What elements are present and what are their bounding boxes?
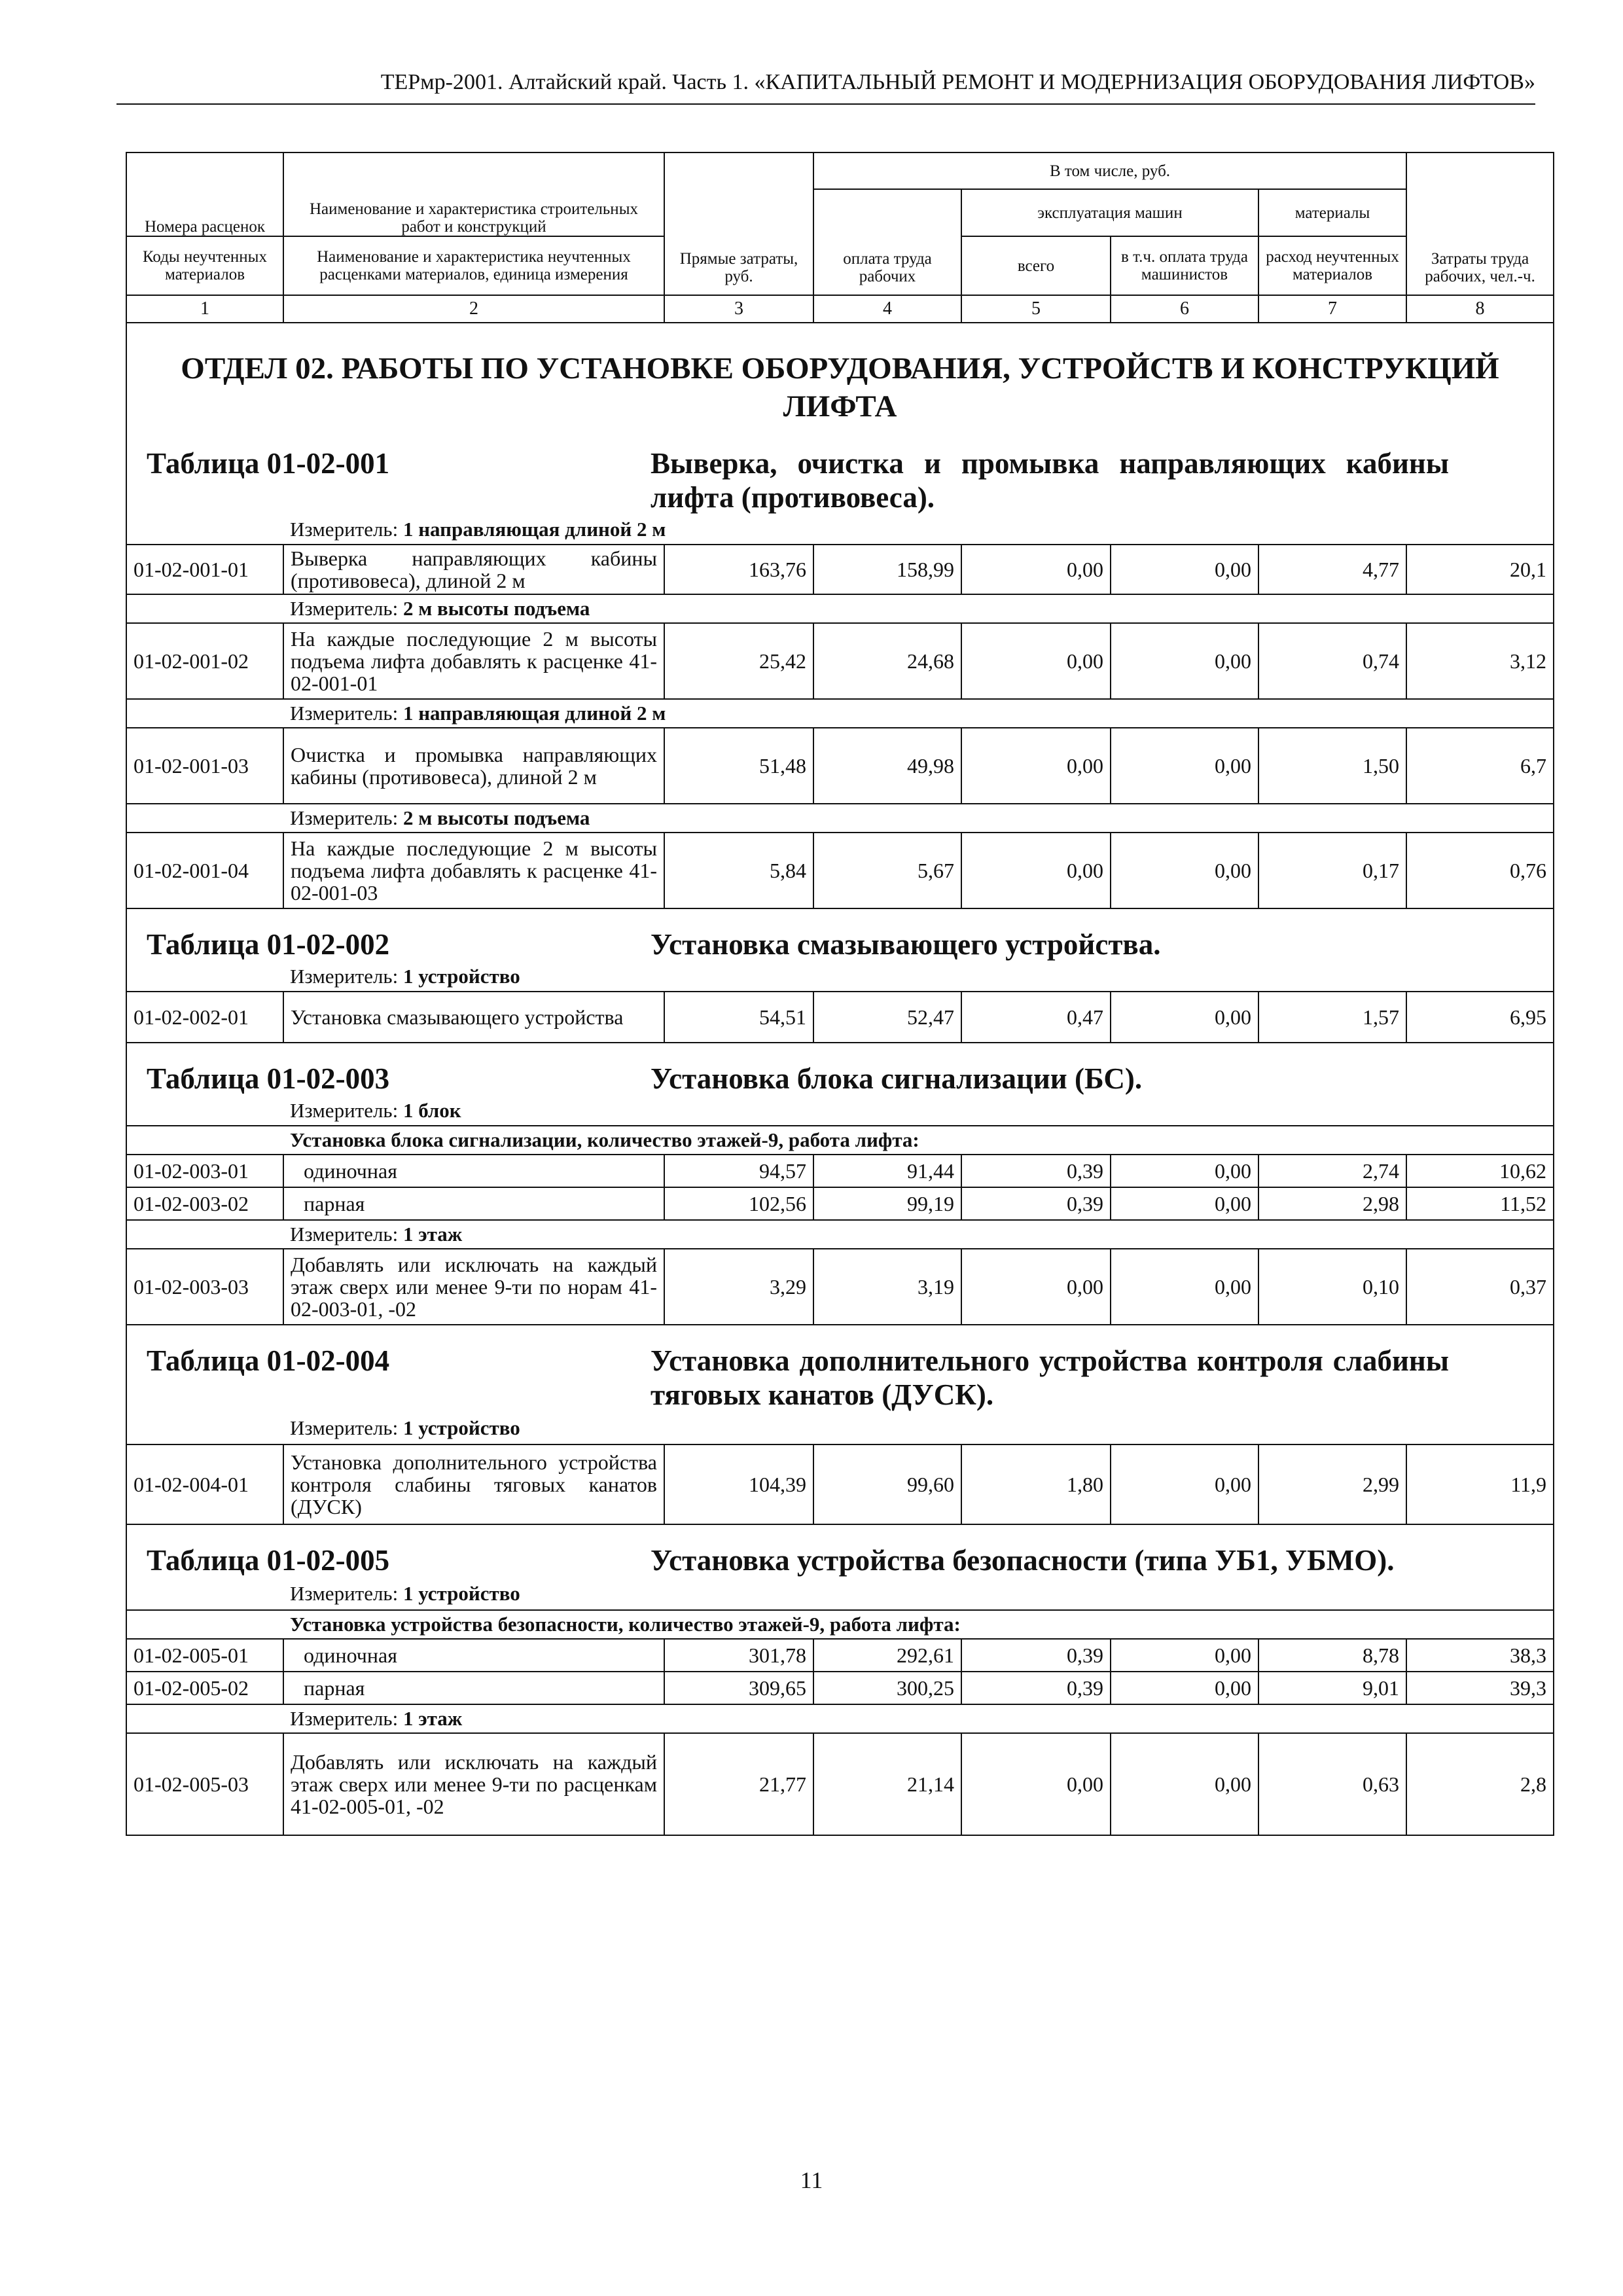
measure-prefix: Измеритель: [290,597,399,620]
subheading: Установка устройства безопасности, количество этажей-9, работа лифта: [283,1610,1554,1639]
rates-table [126,152,1554,1836]
col-number: 4 [813,295,961,323]
section-title: ОТДЕЛ 02. РАБОТЫ ПО УСТАНОВКЕ ОБОРУДОВАНИЯ, УСТРОЙСТВ И КОНСТРУКЦИЙ ЛИФТА [181,351,1499,423]
rate-code: 01-02-005-03 [126,1733,283,1835]
measure-unit: 1 направляющая длиной 2 м [402,702,666,725]
cell-machinist-pay: 0,00 [1111,1672,1258,1704]
measure-prefix: Измеритель: [290,806,399,829]
cell-materials: 1,57 [1258,992,1406,1043]
cell-direct-costs: 21,77 [664,1733,813,1835]
rate-name: На каждые последующие 2 м высоты подъема лифта добавлять к расценке 41-02-001-01 [283,623,664,699]
table-row [126,1444,1554,1524]
rate-name: Установка смазывающего устройства [283,992,664,1043]
cell-machinist-pay: 0,00 [1111,1733,1258,1835]
col-header-nomera: Номера расценок [126,152,283,236]
measure-row [126,1096,1554,1126]
cell-labor-hours: 2,8 [1406,1733,1554,1835]
rate-name: Добавлять или исключать на каждый этаж сверх или менее 9-ти по норам 41-02-003-01, -02 [283,1249,664,1325]
cell-machinist-pay: 0,00 [1111,1249,1258,1325]
col-header-pryamye: Прямые затраты, руб. [664,152,813,295]
table-heading [126,1524,1554,1577]
cell-machines-total: 0,00 [961,728,1111,804]
table-number: Таблица 01-02-001 [147,447,390,480]
cell-machinist-pay: 0,00 [1111,1155,1258,1187]
rate-name: парная [283,1187,664,1220]
cell-labor-hours: 0,76 [1406,833,1554,908]
cell-machines-total: 0,00 [961,1249,1111,1325]
cell-labor-pay: 292,61 [813,1639,961,1672]
col-header-naimen: Наименование и характеристика строительных работ и конструкций [283,152,664,236]
cell-machinist-pay: 0,00 [1111,1444,1258,1524]
cell-materials: 8,78 [1258,1639,1406,1672]
cell-materials: 4,77 [1258,545,1406,594]
rate-name: Добавлять или исключать на каждый этаж сверх или менее 9-ти по расценкам 41-02-005-01, -02 [283,1733,664,1835]
table-title: Установка дополнительного устройства контроля слабины тяговых канатов (ДУСК). [651,1344,1449,1411]
cell-machines-total: 0,00 [961,833,1111,908]
measure-unit: 1 устройство [402,1581,520,1605]
table-row [126,1639,1554,1672]
table-row [126,1249,1554,1325]
cell-machines-total: 0,47 [961,992,1111,1043]
measure-row [126,514,1554,545]
table-row [126,992,1554,1043]
rate-code: 01-02-003-01 [126,1155,283,1187]
rate-code: 01-02-001-04 [126,833,283,908]
measure-row [126,961,1554,992]
cell-materials: 0,63 [1258,1733,1406,1835]
cell-direct-costs: 25,42 [664,623,813,699]
cell-direct-costs: 94,57 [664,1155,813,1187]
table-row [126,833,1554,908]
cell-direct-costs: 309,65 [664,1672,813,1704]
cell-direct-costs: 54,51 [664,992,813,1043]
measure-unit: 1 этаж [402,1707,463,1730]
cell-machinist-pay: 0,00 [1111,1187,1258,1220]
cell-machines-total: 0,00 [961,1733,1111,1835]
rate-name: парная [283,1672,664,1704]
subheading: Установка блока сигнализации, количество этажей-9, работа лифта: [283,1126,1554,1155]
rate-name: одиночная [283,1639,664,1672]
table-heading [126,1325,1554,1412]
table-title: Установка блока сигнализации (БС). [651,1062,1143,1095]
rate-name: Установка дополнительного устройства контроля слабины тяговых канатов (ДУСК) [283,1444,664,1524]
measure-unit: 1 этаж [402,1223,463,1246]
cell-labor-pay: 21,14 [813,1733,961,1835]
cell-machinist-pay: 0,00 [1111,833,1258,908]
cell-direct-costs: 301,78 [664,1639,813,1672]
table-row [126,623,1554,699]
measure-row [126,1412,1554,1444]
col-number: 1 [126,295,283,323]
subheading-row [126,1126,1554,1155]
col-header-zatraty: Затраты труда рабочих, чел.-ч. [1406,152,1554,295]
cell-labor-pay: 24,68 [813,623,961,699]
subheading-row [126,1610,1554,1639]
cell-labor-hours: 0,37 [1406,1249,1554,1325]
cell-direct-costs: 163,76 [664,545,813,594]
measure-unit: 2 м высоты подъема [402,597,590,620]
cell-materials: 2,99 [1258,1444,1406,1524]
rate-name: Очистка и промывка направляющих кабины (противовеса), длиной 2 м [283,728,664,804]
measure-unit: 1 блок [402,1098,461,1122]
cell-machines-total: 0,00 [961,623,1111,699]
header-numbers-row [126,295,1554,323]
cell-machines-total: 0,39 [961,1155,1111,1187]
rate-code: 01-02-002-01 [126,992,283,1043]
cell-labor-pay: 158,99 [813,545,961,594]
table-row [126,1187,1554,1220]
col-number: 7 [1258,295,1406,323]
header-rule [116,103,1535,105]
measure-unit: 1 устройство [402,964,520,988]
table-heading [126,908,1554,961]
cell-labor-hours: 38,3 [1406,1639,1554,1672]
table-title: Установка устройства безопасности (типа УБ1, УБМО). [651,1544,1395,1577]
cell-direct-costs: 5,84 [664,833,813,908]
page-number: 11 [800,2167,823,2193]
cell-labor-hours: 39,3 [1406,1672,1554,1704]
col-header-rashod: расход неучтенных материалов [1258,236,1406,295]
measure-row [126,594,1554,623]
cell-labor-hours: 11,52 [1406,1187,1554,1220]
rate-code: 01-02-001-01 [126,545,283,594]
col-number: 8 [1406,295,1554,323]
measure-prefix: Измеритель: [290,964,399,988]
cell-labor-pay: 300,25 [813,1672,961,1704]
cell-materials: 0,17 [1258,833,1406,908]
rate-code: 01-02-001-02 [126,623,283,699]
section-row [126,323,1554,440]
table-number: Таблица 01-02-005 [147,1544,390,1577]
cell-materials: 1,50 [1258,728,1406,804]
cell-labor-pay: 3,19 [813,1249,961,1325]
cell-machines-total: 1,80 [961,1444,1111,1524]
cell-direct-costs: 102,56 [664,1187,813,1220]
cell-materials: 0,74 [1258,623,1406,699]
cell-direct-costs: 104,39 [664,1444,813,1524]
col-number: 2 [283,295,664,323]
table-number: Таблица 01-02-003 [147,1062,390,1095]
col-header-vtch: в т.ч. оплата труда машинистов [1111,236,1258,295]
table-row [126,728,1554,804]
cell-materials: 9,01 [1258,1672,1406,1704]
cell-labor-pay: 52,47 [813,992,961,1043]
table-heading [126,440,1554,514]
measure-prefix: Измеритель: [290,1707,399,1730]
table-heading [126,1043,1554,1096]
measure-row [126,1704,1554,1733]
table-number: Таблица 01-02-002 [147,928,390,961]
col-number: 6 [1111,295,1258,323]
rate-name: На каждые последующие 2 м высоты подъема лифта добавлять к расценке 41-02-001-03 [283,833,664,908]
measure-prefix: Измеритель: [290,702,399,725]
measure-row [126,1577,1554,1610]
col-number: 3 [664,295,813,323]
running-head: ТЕРмр-2001. Алтайский край. Часть 1. «КАПИТАЛЬНЫЙ РЕМОНТ И МОДЕРНИЗАЦИЯ ОБОРУДОВАНИЯ ЛИФТОВ» [380,70,1535,94]
measure-prefix: Измеритель: [290,1223,399,1246]
measure-prefix: Измеритель: [290,1581,399,1605]
cell-materials: 0,10 [1258,1249,1406,1325]
rate-code: 01-02-003-02 [126,1187,283,1220]
header-row-1 [126,152,1554,189]
rate-name: Выверка направляющих кабины (противовеса), длиной 2 м [283,545,664,594]
cell-machines-total: 0,39 [961,1672,1111,1704]
col-header-materialy: материалы [1258,189,1406,236]
cell-machines-total: 0,39 [961,1639,1111,1672]
cell-labor-pay: 49,98 [813,728,961,804]
col-header-naimen2: Наименование и характеристика неучтенных расценками материалов, единица измерения [283,236,664,295]
rate-code: 01-02-003-03 [126,1249,283,1325]
rate-code: 01-02-004-01 [126,1444,283,1524]
table-title: Установка смазывающего устройства. [651,928,1161,961]
cell-labor-hours: 6,95 [1406,992,1554,1043]
cell-machinist-pay: 0,00 [1111,545,1258,594]
cell-machinist-pay: 0,00 [1111,623,1258,699]
cell-labor-hours: 11,9 [1406,1444,1554,1524]
cell-labor-pay: 5,67 [813,833,961,908]
rate-code: 01-02-001-03 [126,728,283,804]
col-number: 5 [961,295,1111,323]
measure-prefix: Измеритель: [290,1098,399,1122]
measure-row [126,1220,1554,1249]
cell-labor-pay: 91,44 [813,1155,961,1187]
col-header-v-tom-chisle: В том числе, руб. [813,152,1406,189]
table-title: Выверка, очистка и промывка направляющих кабины лифта (противовеса). [651,447,1449,514]
measure-prefix: Измеритель: [290,517,399,541]
measure-unit: 1 устройство [402,1416,520,1439]
cell-direct-costs: 3,29 [664,1249,813,1325]
table-number: Таблица 01-02-004 [147,1344,390,1377]
cell-materials: 2,98 [1258,1187,1406,1220]
rate-code: 01-02-005-01 [126,1639,283,1672]
cell-machinist-pay: 0,00 [1111,728,1258,804]
cell-direct-costs: 51,48 [664,728,813,804]
cell-labor-pay: 99,19 [813,1187,961,1220]
measure-row [126,699,1554,728]
cell-machines-total: 0,00 [961,545,1111,594]
col-header-vsego: всего [961,236,1111,295]
cell-materials: 2,74 [1258,1155,1406,1187]
rate-name: одиночная [283,1155,664,1187]
table-row [126,1155,1554,1187]
col-header-kody: Коды неучтенных материалов [126,236,283,295]
cell-machinist-pay: 0,00 [1111,1639,1258,1672]
cell-machinist-pay: 0,00 [1111,992,1258,1043]
cell-labor-hours: 6,7 [1406,728,1554,804]
cell-labor-pay: 99,60 [813,1444,961,1524]
cell-machines-total: 0,39 [961,1187,1111,1220]
cell-labor-hours: 3,12 [1406,623,1554,699]
rate-code: 01-02-005-02 [126,1672,283,1704]
measure-row [126,804,1554,833]
col-header-ekspl: эксплуатация машин [961,189,1258,236]
cell-labor-hours: 20,1 [1406,545,1554,594]
col-header-oplata: оплата труда рабочих [813,189,961,295]
measure-unit: 2 м высоты подъема [402,806,590,829]
measure-prefix: Измеритель: [290,1416,399,1439]
measure-unit: 1 направляющая длиной 2 м [402,517,666,541]
table-row [126,1733,1554,1835]
cell-labor-hours: 10,62 [1406,1155,1554,1187]
table-row [126,545,1554,594]
table-row [126,1672,1554,1704]
